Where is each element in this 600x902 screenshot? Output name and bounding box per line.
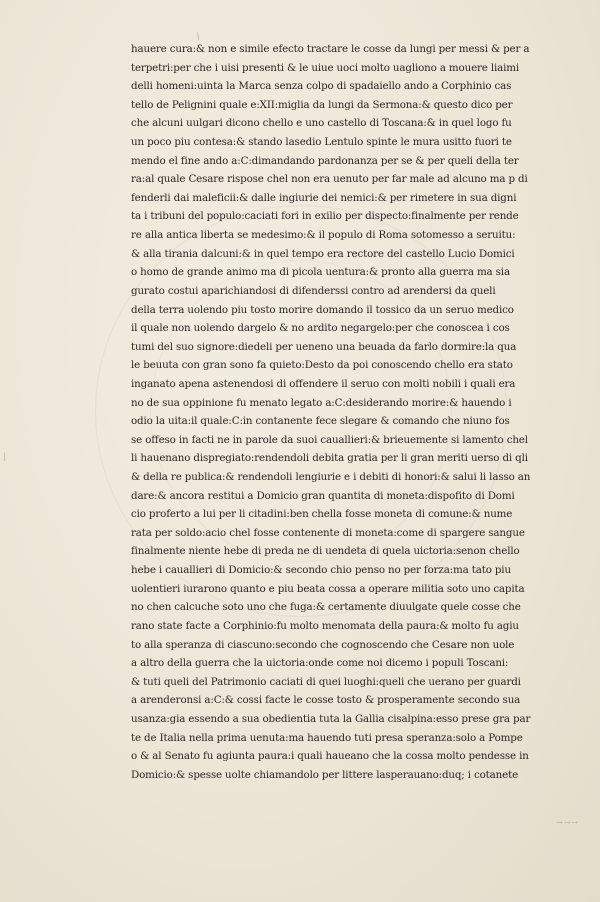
text-line: a arenderonsi a:C:& cossi facte le cosse tosto & prosperamente secondo sua xyxy=(131,694,521,707)
text-line: hebe i cauallieri di Domicio:& secondo chio penso no per forza:ma tato piu xyxy=(131,564,511,577)
text-line: che alcuni uulgari dicono chello e uno castello di Toscana:& in quel logo fu xyxy=(131,117,512,130)
text-line: & tuti queli del Patrimonio caciati di quei luoghi:queli che uerano per guardi xyxy=(131,675,521,688)
text-line: to alla speranza di ciascuno:secondo che cognoscendo che Cesare non uole xyxy=(131,638,515,651)
text-line: rano state facte a Corphinio:fu molto menomata della paura:& molto fu agiu xyxy=(131,619,519,632)
text-line: tumi del suo signore:diedeli per ueneno una beuada da farlo dormire:la qua xyxy=(131,340,517,353)
text-line: un poco piu contesa:& stando lasedio Lentulo spinte le mura usitto fuori te xyxy=(131,136,512,149)
text-line: no chen calcuche soto uno che fuga:& certamente diuulgate quele cosse che xyxy=(131,601,521,614)
text-line: se offeso in facti ne in parole da suoi cauallieri:& brieuemente si lamento chel xyxy=(131,433,528,446)
text-line: tello de Pelignini quale e:XII:miglia da lungi da Sermona:& questo dico per xyxy=(131,98,513,111)
ink-stroke-mark: ∕ xyxy=(195,31,203,43)
text-line: terpetri:per che i uisi presenti & le uiue uoci molto uagliono a mouere liaimi xyxy=(131,61,520,74)
text-line: rata per soldo:acio chel fosse contenente di moneta:come di spargere sangue xyxy=(131,526,525,539)
text-line: le beuuta con gran sono fa quieto:Desto da poi conoscendo chello era stato xyxy=(131,359,513,372)
text-line: inganato apena astenendosi di offendere il seruo con molti nobili i quali era xyxy=(131,377,516,390)
text-line: & della re publica:& rendendoli lengiurie e i debiti di honori:& salui li lasso an xyxy=(131,471,531,484)
text-line: odio la uita:il quale:C:in contanente fece slegare & comando che niuno fos xyxy=(131,415,510,428)
text-column xyxy=(131,40,543,784)
text-line: fenderli dai maleficii:& dalle ingiurie dei nemici:& per rimetere in sua digni xyxy=(131,191,517,204)
text-line: no de sua oppinione fu menato legato a:C:desiderando morire:& hauendo i xyxy=(131,396,512,409)
text-line: ta i tribuni del populo:caciati fori in exilio per dispecto:finalmente per rende xyxy=(131,210,519,223)
text-line: Domicio:& spesse uolte chiamandolo per littere lasperauano:duq; i cotanete xyxy=(131,768,519,781)
text-line: re alla antica liberta se medesimo:& il populo di Roma sotomesso a seruitu: xyxy=(131,229,516,242)
text-line: delli homeni:uinta la Marca senza colpo di spadaiello ando a Corphinio cas xyxy=(131,80,512,93)
margin-mark: | xyxy=(3,452,6,461)
text-line: ra:al quale Cesare rispose chel non era uenuto per far male ad alcuno ma p di xyxy=(131,173,528,186)
text-line: uolentieri iurarono quanto e piu beata cossa a operare militia soto uno capita xyxy=(131,582,525,595)
text-line: cio proferto a lui per li citadini:ben chella fosse moneta di comune:& nume xyxy=(131,508,513,521)
text-line: o & al Senato fu agiunta paura:i quali haueano che la cossa molto pendesse in xyxy=(131,750,529,763)
text-line: mendo el fine ando a:C:dimandando pardonanza per se & per queli della ter xyxy=(131,154,519,167)
text-line: o homo de grande animo ma di picola uentura:& pronto alla guerra ma sia xyxy=(131,266,510,279)
text-line: li hauenano dispregiato:rendendoli debita gratia per li gran meriti uerso di qli xyxy=(131,452,528,465)
text-line: gurato costui aparichiandosi di difenderssi contro ad arendersi da queli xyxy=(131,284,496,297)
text-line: il quale non uolendo dargelo & no ardito negargelo:per che conoscea i cos xyxy=(131,322,510,335)
text-line: finalmente niente hebe di preda ne di uendeta di quela uictoria:senon chello xyxy=(131,545,520,558)
text-line: hauere cura:& non e simile efecto tractare le cosse da lungi per messi & per a xyxy=(131,43,530,55)
text-line: te de Italia nella prima uenuta:ma hauendo tuti presa speranza:solo a Pompe xyxy=(131,731,523,744)
text-line: & alla tirania dalcuni:& in quel tempo era rectore del castello Lucio Domici xyxy=(131,247,515,260)
text-line: usanza:gia essendo a sua obedientia tuta la Gallia cisalpina:esso prese gra par xyxy=(131,712,531,725)
text-line: dare:& ancora restitui a Domicio gran quantita di moneta:dispofito di Domi xyxy=(131,489,515,502)
text-line: a altro della guerra che la uictoria:onde come noi dicemo i populi Toscani: xyxy=(131,657,509,670)
corner-pencil-note: →→→ xyxy=(556,818,580,827)
text-line: della terra uolendo piu tosto morire domando il tossico da un seruo medico xyxy=(131,303,514,316)
